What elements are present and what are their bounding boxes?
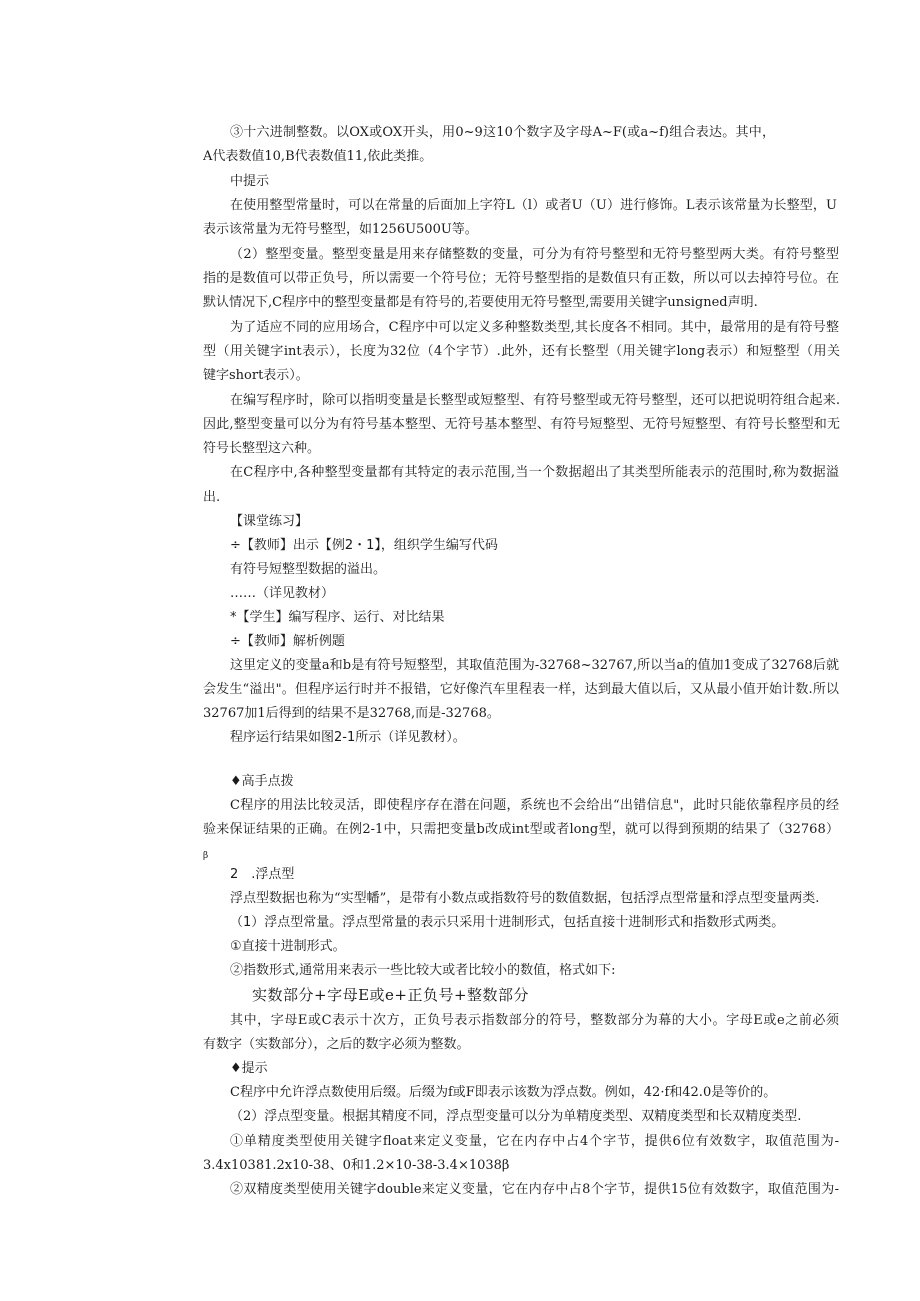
paragraph-line: C程序中允许浮点数使用后缀。后缀为f或F即表示该数为浮点数。例如，42·f和42.0是等价的。 — [230, 1085, 777, 1100]
section-heading: 【课堂练习】 — [230, 514, 309, 529]
paragraph-line: 这里定义的变量a和b是有符号短整型，其取值范围为-32768~32767,所以当a的值加1变成了32768后就 — [230, 658, 839, 673]
paragraph-line: 出. — [203, 490, 221, 505]
paragraph-line: ……（详见教材） — [230, 586, 335, 601]
paragraph-line: 默认情况下,C程序中的整型变量都是有符号的,若要使用无符号整型,需要用关键字unsigned声明. — [203, 295, 758, 310]
paragraph-line: ③十六进制整数。以OX或OX开头，用0~9这10个数字及字母A~F(或a~f)组合表达。其中， — [230, 125, 775, 140]
paragraph-line: 3.4x10381.2x10-38、0和1.2×10-38-3.4×1038β — [203, 1158, 510, 1173]
paragraph-line: 因此,整型变量可以分为有符号基本整型、无符号基本整型、有符号短整型、无符号短整型、有符号长整型和无 — [203, 417, 840, 432]
paragraph-line: 为了适应不同的应用场合，C程序中可以定义多种整数类型,其长度各不相同。其中，最常用的是有符号整 — [230, 320, 839, 335]
paragraph-line: β — [203, 851, 209, 861]
paragraph-line: ①直接十进制形式。 — [230, 939, 346, 954]
paragraph-line: 指的是数值可以带正负号，所以需要一个符号位；无符号整型指的是数值只有正数，所以可以去掉符号位。在 — [203, 271, 839, 286]
paragraph-line: ÷【教师】解析例题 — [230, 634, 345, 649]
tip-heading: ♦提示 — [230, 1061, 268, 1076]
paragraph-line: 符号长整型这六种。 — [203, 441, 321, 456]
paragraph-line: C程序的用法比较灵活，即使程序存在潜在问题，系统也不会给出“出错信息"，此时只能依靠程序员的经 — [230, 798, 839, 813]
paragraph-line: 浮点型数据也称为“实型幡”，是带有小数点或指数符号的数值数据，包括浮点型常量和浮点型变量两类. — [230, 891, 820, 906]
paragraph-line: ②指数形式,通常用来表示一些比较大或者比较小的数值，格式如下: — [230, 963, 616, 978]
paragraph-line: 在编写程序时，除可以指明变量是长整型或短整型、有符号整型或无符号整型，还可以把说明符组合起来. — [230, 393, 840, 408]
paragraph-line: 型（用关键字int表示），长度为32位（4个字节）.此外，还有长整型（用关键字long表示）和短整型（用关 — [203, 344, 840, 359]
paragraph-line: 有符号短整型数据的溢出。 — [230, 562, 387, 577]
tip-heading: 中提示 — [230, 174, 270, 189]
paragraph-line: 验来保证结果的正确。在例2-1中，只需把变量b改成int型或者long型，就可以得到预期的结果了（32768） — [203, 822, 839, 837]
paragraph-line: ÷【教师】出示【例2・1】，组织学生编写代码 — [230, 538, 498, 553]
paragraph-line: 在C程序中,各种整型变量都有其特定的表示范围,当一个数据超出了其类型所能表示的范围时,称为数据溢 — [230, 465, 839, 480]
paragraph-line: *【学生】编写程序、运行、对比结果 — [230, 610, 445, 625]
paragraph-line: ①单精度类型使用关键字float来定义变量，它在内存中占4个字节，提供6位有效数字，取值范围为- — [230, 1134, 839, 1149]
paragraph-line: 程序运行结果如图2-1所示（详见教材）。 — [230, 730, 466, 745]
paragraph-line: A代表数值10,B代表数值11,依此类推。 — [203, 149, 433, 164]
paragraph-line: 32767加1后得到的结果不是32768,而是-32768。 — [203, 706, 500, 721]
subsection-heading: 2 .浮点型 — [230, 867, 295, 882]
paragraph-line: 会发生“溢出"。但程序运行时并不报错，它好像汽车里程表一样，达到最大值以后，又从最小值开始计数.所以 — [203, 682, 839, 697]
format-formula: 实数部分+字母E或e+正负号+整数部分 — [252, 986, 530, 1004]
expert-tip-heading: ♦高手点拨 — [230, 774, 294, 789]
paragraph-line: （2）浮点型变量。根据其精度不同，浮点型变量可以分为单精度类型、双精度类型和长双精度类型. — [230, 1109, 802, 1124]
paragraph-line: 在使用整型常量时，可以在常量的后面加上字符L（l）或者U（U）进行修饰。L表示该常量为长整型，U — [230, 198, 837, 213]
paragraph-line: 有数字（实数部分），之后的数字必须为整数。 — [203, 1037, 470, 1052]
paragraph-line: （2）整型变量。整型变量是用来存储整数的变量，可分为有符号整型和无符号整型两大类。有符号整型 — [230, 247, 839, 262]
paragraph-line: 键字short表示）。 — [203, 368, 309, 383]
paragraph-line: 其中，字母E或C表示十次方，正负号表示指数部分的符号，整数部分为幕的大小。字母E或e之前必须 — [230, 1013, 839, 1028]
paragraph-line: ②双精度类型使用关键字double来定义变量，它在内存中占8个字节，提供15位有效数字，取值范围为- — [230, 1182, 839, 1197]
paragraph-line: （1）浮点型常量。浮点型常量的表示只采用十进制形式，包括直接十进制形式和指数形式两类。 — [230, 915, 785, 930]
paragraph-line: 表示该常量为无符号整型，如1256U500U等。 — [203, 222, 478, 237]
